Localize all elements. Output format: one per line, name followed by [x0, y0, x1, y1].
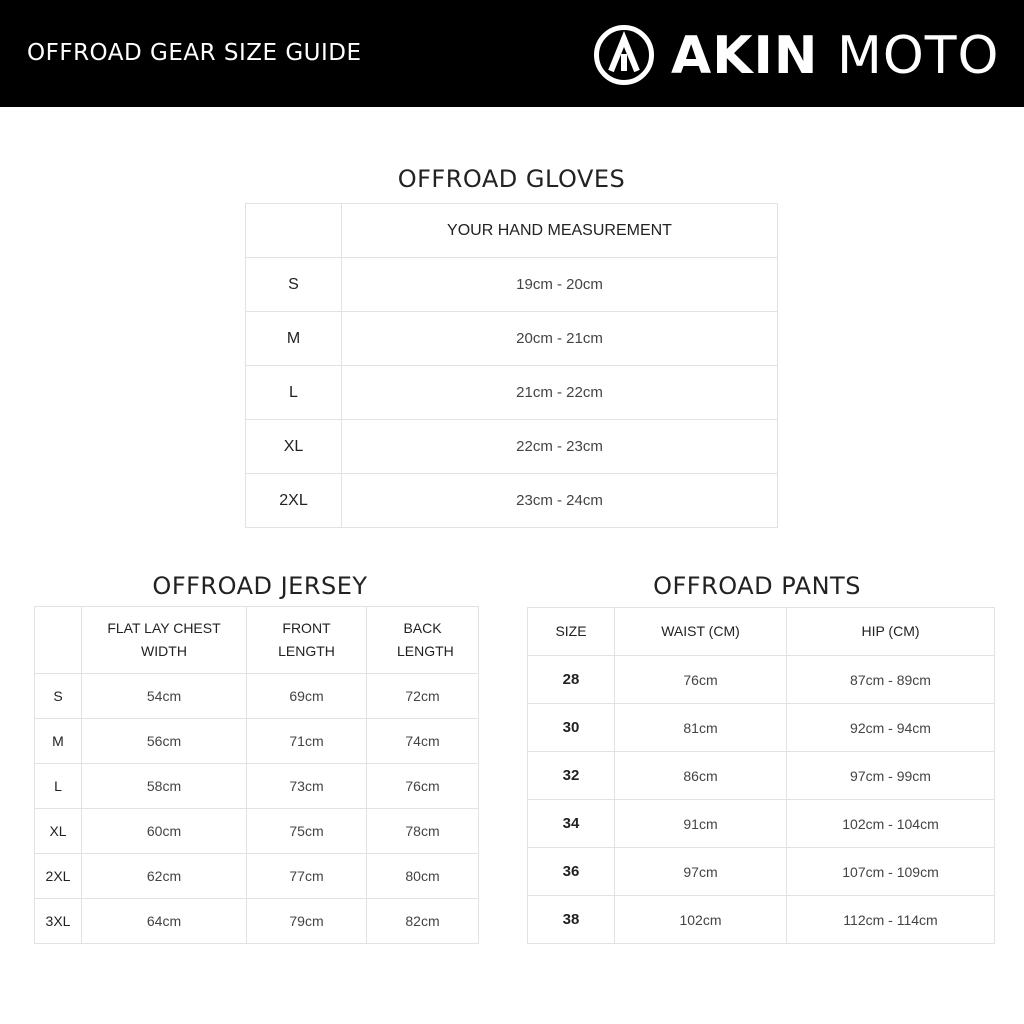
table-row [246, 366, 778, 420]
table-row [528, 704, 995, 752]
size-cell: L [35, 764, 82, 809]
header-bar [0, 0, 1024, 107]
column-header: SIZE [528, 608, 615, 656]
table-row [35, 899, 479, 944]
table-row [528, 752, 995, 800]
column-header: WAIST (CM) [615, 608, 787, 656]
column-header: HIP (CM) [787, 608, 995, 656]
front-length-cell: 71cm [247, 719, 367, 764]
back-length-cell: 78cm [367, 809, 479, 854]
size-cell: 32 [528, 752, 615, 800]
chest-cell: 58cm [82, 764, 247, 809]
chest-cell: 54cm [82, 674, 247, 719]
size-cell: S [246, 258, 342, 312]
back-length-cell: 74cm [367, 719, 479, 764]
table-header-row [246, 204, 778, 258]
back-length-cell: 72cm [367, 674, 479, 719]
front-length-cell: 69cm [247, 674, 367, 719]
measurement-cell: 21cm - 22cm [342, 366, 778, 420]
size-cell: 2XL [246, 474, 342, 528]
table-row [246, 258, 778, 312]
brand-name-bold: AKIN [671, 26, 819, 86]
size-cell: XL [35, 809, 82, 854]
table-row [246, 312, 778, 366]
column-header: YOUR HAND MEASUREMENT [342, 204, 778, 258]
table-row [35, 764, 479, 809]
size-cell: XL [246, 420, 342, 474]
waist-cell: 102cm [615, 896, 787, 944]
column-header: FRONT LENGTH [247, 607, 367, 674]
chest-cell: 64cm [82, 899, 247, 944]
hip-cell: 107cm - 109cm [787, 848, 995, 896]
table-row [528, 656, 995, 704]
back-length-cell: 76cm [367, 764, 479, 809]
measurement-cell: 20cm - 21cm [342, 312, 778, 366]
size-cell: M [246, 312, 342, 366]
hip-cell: 112cm - 114cm [787, 896, 995, 944]
table-row [35, 674, 479, 719]
chest-cell: 60cm [82, 809, 247, 854]
column-header [35, 607, 82, 674]
pants-size-table [527, 607, 995, 944]
column-header: FLAT LAY CHEST WIDTH [82, 607, 247, 674]
akin-moto-logo-icon [593, 24, 655, 86]
measurement-cell: 23cm - 24cm [342, 474, 778, 528]
table-row [35, 809, 479, 854]
table-row [528, 848, 995, 896]
front-length-cell: 77cm [247, 854, 367, 899]
back-length-cell: 80cm [367, 854, 479, 899]
waist-cell: 97cm [615, 848, 787, 896]
table-row [35, 854, 479, 899]
column-header [246, 204, 342, 258]
table-header-row [35, 607, 479, 674]
chest-cell: 62cm [82, 854, 247, 899]
table-row [246, 474, 778, 528]
table-row [246, 420, 778, 474]
front-length-cell: 73cm [247, 764, 367, 809]
page-title: OFFROAD GEAR SIZE GUIDE [27, 40, 362, 66]
size-cell: 30 [528, 704, 615, 752]
hip-cell: 92cm - 94cm [787, 704, 995, 752]
size-cell: 38 [528, 896, 615, 944]
front-length-cell: 79cm [247, 899, 367, 944]
waist-cell: 91cm [615, 800, 787, 848]
size-cell: M [35, 719, 82, 764]
gloves-title: OFFROAD GLOVES [397, 165, 626, 193]
size-cell: S [35, 674, 82, 719]
hip-cell: 97cm - 99cm [787, 752, 995, 800]
hip-cell: 87cm - 89cm [787, 656, 995, 704]
back-length-cell: 82cm [367, 899, 479, 944]
size-cell: 36 [528, 848, 615, 896]
jersey-title: OFFROAD JERSEY [152, 572, 368, 600]
measurement-cell: 22cm - 23cm [342, 420, 778, 474]
size-cell: 3XL [35, 899, 82, 944]
table-row [528, 800, 995, 848]
front-length-cell: 75cm [247, 809, 367, 854]
column-header: BACK LENGTH [367, 607, 479, 674]
hip-cell: 102cm - 104cm [787, 800, 995, 848]
size-cell: 34 [528, 800, 615, 848]
waist-cell: 81cm [615, 704, 787, 752]
size-cell: L [246, 366, 342, 420]
size-cell: 2XL [35, 854, 82, 899]
waist-cell: 86cm [615, 752, 787, 800]
gloves-size-table [245, 203, 778, 528]
brand-name-light: MOTO [837, 26, 1000, 86]
pants-title: OFFROAD PANTS [653, 572, 861, 600]
table-row [35, 719, 479, 764]
waist-cell: 76cm [615, 656, 787, 704]
jersey-size-table [34, 606, 479, 944]
table-header-row [528, 608, 995, 656]
table-row [528, 896, 995, 944]
measurement-cell: 19cm - 20cm [342, 258, 778, 312]
size-cell: 28 [528, 656, 615, 704]
chest-cell: 56cm [82, 719, 247, 764]
